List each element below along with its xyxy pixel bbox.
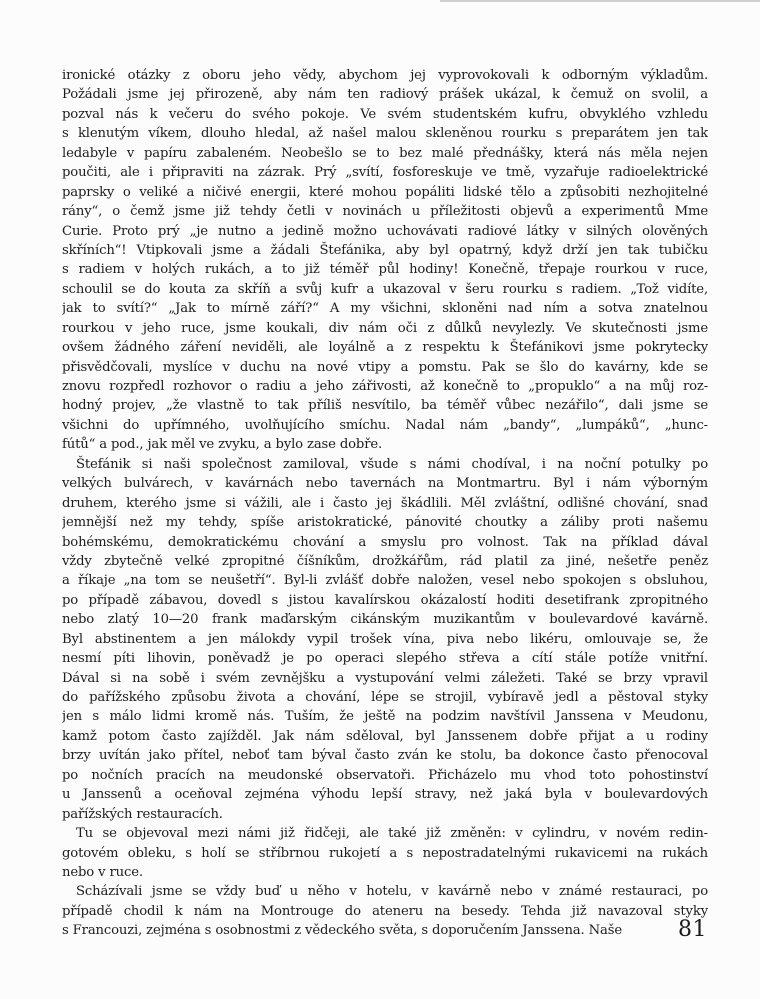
- text-line: Štefánik si naši společnost zamiloval, všude s námi chodíval, i na noční potulky po: [76, 456, 708, 472]
- text-line: Tu se objevoval mezi námi již řidčeji, ale také již změněn: v cylindru, v novém redin-: [76, 826, 708, 842]
- text-line: po nočních pracích na meudonské observatoři. Přicházelo mu vhod toto pohostinství: [62, 767, 708, 783]
- text-line: hodný projev, „že vlastně to tak příliš nesvítilo, ba téměř vůbec nezářilo“, dali jsme se: [62, 398, 708, 414]
- text-line: skříních“! Vtipkovali jsme a žádali Štefánika, aby byl opatrný, když drží jen tak tubičku: [62, 242, 708, 258]
- text-line: s Francouzi, zejména s osobnostmi z vědeckého světa, s doporučením Janssena. Naše: [62, 923, 622, 939]
- text-line: u Janssenů a oceňoval zejména výhodu lepší stravy, než jaká byla v boulevardových: [62, 787, 708, 803]
- text-line: Scházívali jsme se vždy buď u něho v hotelu, v kavárně nebo v známé restauraci, po: [76, 884, 708, 900]
- text-line: rourkou v jeho ruce, jsme koukali, div nám oči z důlků nevylezly. Ve skutečnosti jsme: [62, 320, 708, 336]
- text-line: s klenutým víkem, dlouho hledal, až našel malou skleněnou rourku s preparátem jen tak: [62, 126, 708, 142]
- text-line: kamž potom často zajížděl. Jak nám sděloval, byl Janssenem dobře přijat a u rodiny: [62, 728, 708, 744]
- text-line: brzy uvítán jako přítel, neboť tam býval často zván ke stolu, ba dokonce často přenocoval: [62, 748, 708, 764]
- text-line: fútů“ a pod., jak měl ve zvyku, a bylo zase dobře.: [62, 437, 383, 453]
- paragraph: [62, 824, 708, 882]
- text-line: velkých bulvárech, v kavárnách nebo tavernách na Montmartru. Byl i nám výborným: [62, 476, 708, 492]
- text-line: Curie. Proto prý „je nutno a jedině možno uchovávati radiové látky v silných olověných: [62, 223, 708, 239]
- paragraph: [62, 66, 708, 455]
- text-line: Byl abstinentem a jen málokdy vypil trošek vína, piva nebo likéru, omlouvaje se, že: [62, 631, 708, 647]
- text-line: schoulil se do kouta za skříň a svůj kufr a ukazoval v šeru rourku s radiem. „Tož vidíte,: [62, 281, 708, 297]
- body-text: [62, 66, 708, 941]
- text-line: nebo v ruce.: [62, 864, 143, 880]
- text-line: ovšem žádného záření neviděli, ale loyálně a z respektu k Štefánikovi jsme pokrytecky: [62, 340, 708, 356]
- text-line: bohémskému, demokratickému chování a smyslu pro volnost. Tak na příklad dával: [62, 534, 708, 550]
- text-line: s radiem v holých rukách, a to již téměř půl hodiny! Konečně, třepaje rourkou v ruce,: [62, 262, 708, 278]
- text-line: paprsky o veliké a ničivé energii, které mohou popáliti lidské tělo a způsobiti nezhojitelné: [62, 184, 708, 200]
- text-line: případě chodil k nám na Montrouge do ateneru na besedy. Tehda již navazoval styky: [62, 903, 708, 919]
- text-line: Dával si na sobě i svém zevnějšku a vystupování velmi záležeti. Také se brzy vpravil: [62, 670, 708, 686]
- text-line: jemnější než my tehdy, spíše aristokratické, pánovité choutky a záliby proti našemu: [62, 515, 708, 531]
- text-line: znovu rozpředl rozhovor o radiu a jeho zářivosti, až konečně to „propuklo“ a na můj roz-: [62, 379, 708, 394]
- text-line: jen s málo lidmi kromě nás. Tuším, že ještě na podzim navštívil Janssena v Meudonu,: [62, 709, 708, 725]
- text-line: ironické otázky z oboru jeho vědy, abychom jej vyprovokovali k odborným výkladům.: [62, 68, 708, 83]
- scan-edge-shadow: [440, 0, 760, 2]
- text-line: jak to svítí?“ „Jak to mírně září?“ A my všichni, skloněni nad ním a sotva znatelnou: [62, 301, 708, 317]
- text-line: přisvědčovali, myslíce v duchu na nové vtipy a pomstu. Pak se šlo do kavárny, kde se: [62, 359, 708, 375]
- text-line: pařížských restauracích.: [62, 806, 223, 822]
- text-line: pozval nás k večeru do svého pokoje. Ve svém studentském kufru, obvyklého vzhledu: [62, 106, 708, 122]
- text-line: rány“, o čemž jsme již tehdy četli v novinách u příležitosti objevů a experimentů Mme: [62, 204, 708, 220]
- text-line: ledabyle v papíru zabaleném. Neobešlo se to bez malé přednášky, která nás měla nejen: [62, 145, 708, 161]
- text-line: do pařížského způsobu života a chování, lépe se strojil, vybíravě jedl a pěstoval styky: [62, 690, 708, 705]
- text-line: a říkaje „na tom se neušetří“. Byl-li zvlášť dobře naložen, vesel nebo spokojen s obsluhou,: [62, 573, 708, 589]
- text-line: Požádali jsme jej přirozeně, aby nám ten radiový prášek ukázal, k čemuž on svolil, a: [62, 87, 708, 103]
- text-line: poučiti, ale i připraviti na zázrak. Prý „svítí, fosforeskuje ve tmě, vyzařuje radioelektrické: [62, 165, 708, 181]
- text-line: gotovém obleku, s holí se stříbrnou rukojetí a s nepostradatelnými rukavicemi na rukách: [62, 845, 708, 861]
- text-line: nebo zlatý 10—20 frank maďarským cikánským muzikantům v boulevardové kavárně.: [62, 612, 708, 628]
- text-line: nesmí píti lihovin, poněvadž je po operaci slepého střeva a cítí stále potíže vnitřní.: [62, 651, 708, 667]
- page-number: 81: [678, 917, 707, 942]
- paragraph: [62, 455, 708, 824]
- text-line: po případě zábavou, dovedl s jistou kavalírskou okázalostí hoditi desetifrank zpropitného: [62, 592, 708, 608]
- paragraph: [62, 882, 708, 940]
- text-line: druhem, kterého jsme si vážili, ale i často jej škádlili. Měl zvláštní, odlišné chování, snad: [62, 495, 708, 511]
- text-line: vždy zbytečně velké zpropitné číšníkům, drožkářům, rád platil za jiné, nešetře peněz: [62, 553, 708, 569]
- text-line: všichni do upřímného, uvolňujícího smíchu. Nadal nám „bandy“, „lumpáků“, „hunc-: [62, 417, 708, 433]
